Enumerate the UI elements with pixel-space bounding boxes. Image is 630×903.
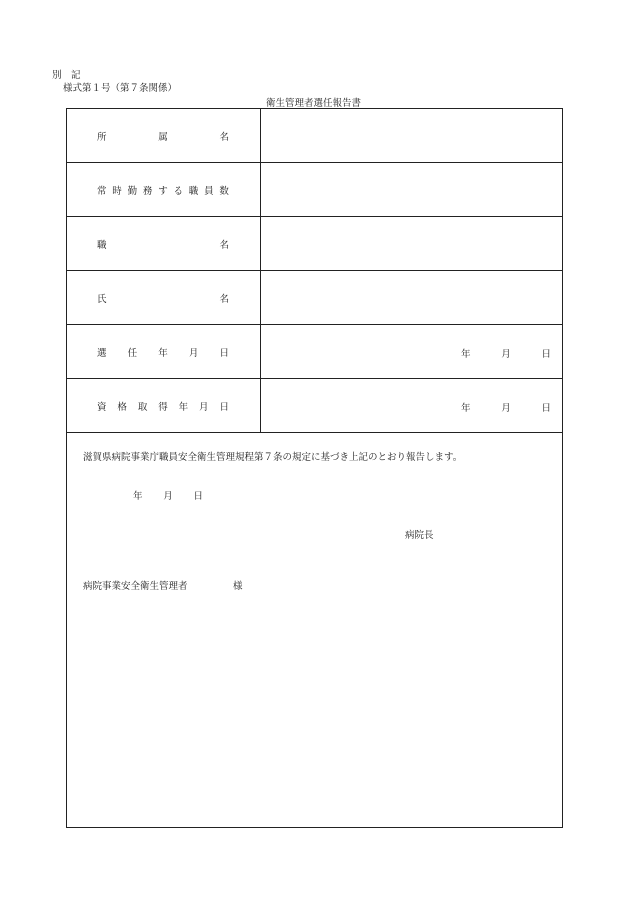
label-staff-count <box>97 163 229 216</box>
hospital-director-label: 病院長 <box>405 530 434 541</box>
label-char: す <box>158 185 168 197</box>
label-char: 所 <box>97 131 107 143</box>
date-char: 年 <box>461 403 471 414</box>
row-job-title <box>67 217 562 271</box>
label-char: 年 <box>158 347 168 359</box>
label-char: 時 <box>112 185 122 197</box>
annex-label: 別 記 <box>52 70 81 81</box>
report-statement: 滋賀県病院事業庁職員安全衛生管理規程第７条の規定に基づき上記のとおり報告します。 <box>83 452 463 463</box>
label-job-title <box>97 217 229 270</box>
label-char: 名 <box>219 239 229 251</box>
label-char: 属 <box>158 131 168 143</box>
date-char: 日 <box>541 403 551 414</box>
date-char: 月 <box>501 403 511 414</box>
label-char: 取 <box>137 401 148 413</box>
date-char: 年 <box>461 349 471 360</box>
label-char: 得 <box>158 401 168 413</box>
report-form <box>66 108 563 828</box>
label-appointment-date <box>97 325 229 378</box>
label-char: 数 <box>219 185 229 197</box>
date-char: 年 <box>133 491 143 502</box>
label-char: 名 <box>219 131 229 143</box>
label-char: 日 <box>219 347 229 359</box>
date-char: 日 <box>193 491 203 502</box>
label-char: 選 <box>97 347 107 359</box>
label-char: 日 <box>219 401 229 413</box>
addressee-label: 病院事業安全衛生管理者 <box>83 581 188 592</box>
label-char: る <box>173 185 183 197</box>
honorific-label: 様 <box>233 581 243 592</box>
label-char: 職 <box>188 185 199 197</box>
report-date <box>133 488 203 502</box>
label-char: 勤 <box>127 185 138 197</box>
label-char: 員 <box>204 185 214 197</box>
label-qualification-date <box>97 379 229 432</box>
row-staff-count <box>67 163 562 217</box>
label-char: 格 <box>117 401 127 413</box>
label-char: 年 <box>178 401 189 413</box>
date-char: 月 <box>501 349 511 360</box>
label-char: 名 <box>219 293 229 305</box>
row-affiliation <box>67 109 562 163</box>
row-appointment-date <box>67 325 562 379</box>
qualification-date-field <box>461 400 551 414</box>
form-number: 様式第１号（第７条関係） <box>63 83 178 94</box>
page-title: 衛生管理者選任報告書 <box>266 98 362 109</box>
row-qualification-date <box>67 379 562 433</box>
label-char: 資 <box>97 401 107 413</box>
row-name <box>67 271 562 325</box>
label-char: 月 <box>199 401 209 413</box>
label-name <box>97 271 229 324</box>
label-char: 職 <box>97 239 107 251</box>
date-char: 月 <box>163 491 173 502</box>
date-char: 日 <box>541 349 551 360</box>
label-char: 常 <box>97 185 107 197</box>
label-char: 氏 <box>97 293 107 305</box>
label-char: 月 <box>188 347 199 359</box>
label-char: 任 <box>127 347 138 359</box>
label-char: 務 <box>142 185 153 197</box>
label-affiliation <box>97 109 229 162</box>
appointment-date-field <box>461 346 551 360</box>
